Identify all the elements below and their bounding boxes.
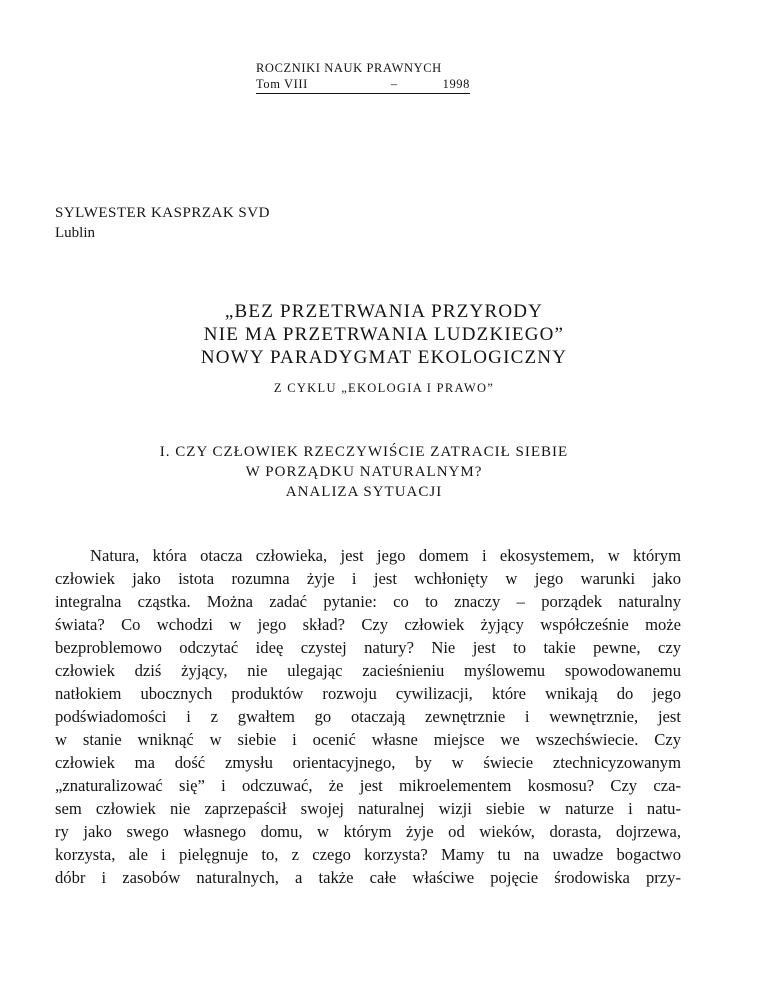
publication-year: 1998 [442, 77, 470, 91]
author-city: Lublin [55, 225, 95, 241]
article-title [0, 300, 768, 369]
volume-dash: – [390, 77, 398, 91]
volume-line [256, 76, 470, 94]
body-line: Natura, która otacza człowieka, jest jego domem i ekosystemem, w którym [90, 546, 681, 565]
body-line: natłokiem ubocznych produktów rozwoju cywilizacji, które wnikają do jego [55, 684, 681, 703]
body-line: ry jako swego własnego domu, w którym żyje od wieków, dorasta, dojrzewa, [55, 822, 681, 841]
body-line: korzysta, ale i pielęgnuje to, z czego korzysta? Mamy tu na uwadze bogactwo [55, 845, 681, 864]
journal-header [256, 60, 470, 94]
body-line: dóbr i zasobów naturalnych, a także całe właściwe pojęcie środowiska przy- [55, 868, 681, 887]
body-line: człowiek ma dość zmysłu orientacyjnego, by w świecie ztechnicyzowanym [55, 753, 681, 772]
body-line: bezproblemowo odczytać ideę czystej natury? Nie jest to takie pewne, czy [55, 638, 681, 657]
volume-label: Tom VIII [256, 77, 308, 91]
body-line: sem człowiek nie zaprzepaścił swojej naturalnej wizji siebie w naturze i natu- [55, 799, 681, 818]
section-heading [0, 442, 728, 502]
section-heading-line: ANALIZA SYTUACJI [285, 484, 443, 500]
article-subtitle: Z CYKLU „EKOLOGIA I PRAWO” [273, 381, 495, 395]
body-line: człowiek dziś żyjący, nie ulegając zacieśnieniu myślowemu spowodowanemu [55, 661, 681, 680]
body-paragraph [55, 544, 681, 889]
title-line: „BEZ PRZETRWANIA PRZYRODY [224, 301, 544, 322]
section-heading-line: W PORZĄDKU NATURALNYM? [245, 464, 483, 480]
section-heading-line: I. CZY CZŁOWIEK RZECZYWIŚCIE ZATRACIŁ SIEBIE [159, 444, 569, 460]
title-line: NOWY PARADYGMAT EKOLOGICZNY [200, 347, 568, 368]
body-line: „znaturalizować się” i odczuwać, że jest mikroelementem kosmosu? Czy cza- [55, 776, 681, 795]
author-block [55, 203, 270, 243]
body-line: człowiek jako istota rozumna żyje i jest wchłonięty w jego warunki jako [55, 569, 681, 588]
journal-title: ROCZNIKI NAUK PRAWNYCH [256, 61, 442, 75]
title-line: NIE MA PRZETRWANIA LUDZKIEGO” [203, 324, 565, 345]
body-line: świata? Co wchodzi w jego skład? Czy człowiek żyjący współcześnie może [55, 615, 681, 634]
body-line: podświadomości i z gwałtem go otaczają zewnętrznie i wewnętrznie, jest [55, 707, 681, 726]
author-name: SYLWESTER KASPRZAK SVD [55, 205, 270, 221]
body-line: integralna cząstka. Można zadać pytanie: co to znaczy – porządek naturalny [55, 592, 681, 611]
body-line: w stanie wniknąć w siebie i ocenić własne miejsce we wszechświecie. Czy [55, 730, 681, 749]
